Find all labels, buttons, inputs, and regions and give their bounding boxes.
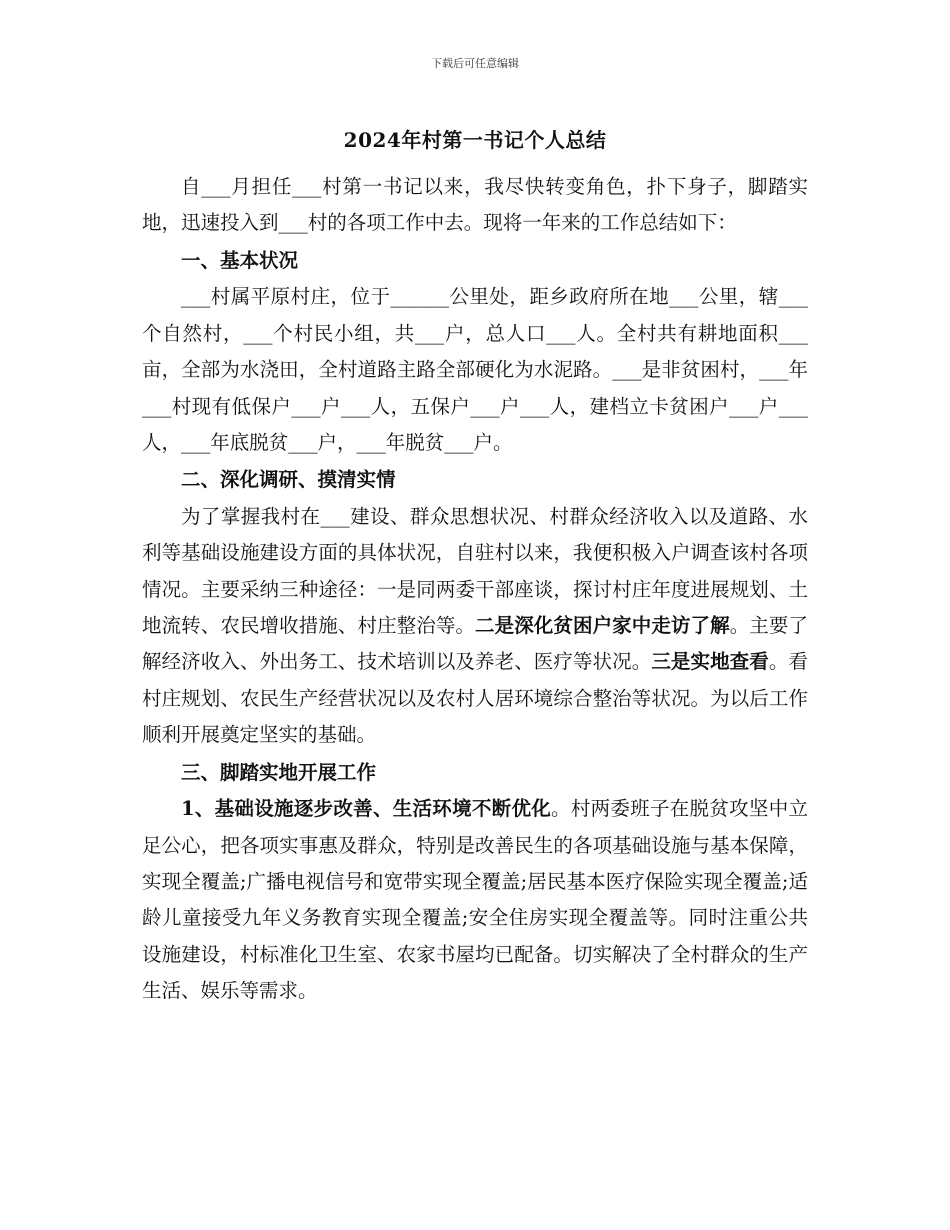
header-note: 下载后可任意编辑 bbox=[431, 57, 519, 70]
section-2-paragraph bbox=[142, 499, 808, 754]
section-2-text-b: 。主要了解经济收入、外出务工、技术培训以及养老、医疗等状况。 bbox=[142, 614, 808, 674]
section-3-item-1-bold: 1、基础设施逐步改善、生活环境不断优化 bbox=[181, 797, 552, 821]
section-2-heading: 二、深化调研、摸清实情 bbox=[181, 468, 396, 492]
section-1-heading: 一、基本状况 bbox=[181, 248, 299, 272]
section-3-item-1-text: 。村两委班子在脱贫攻坚中立足公心，把各项实事惠及群众，特别是改善民生的各项基础设施与基本保障，实现全覆盖;广播电视信号和宽带实现全覆盖;居民基本医疗保险实现全覆盖;适龄儿童接受九年义务教育实现全覆盖;安全住房实现全覆盖等。同时注重公共设施建设，村标准化卫生室、农家书屋均已配备。切实解决了全村群众的生产生活、娱乐等需求。 bbox=[142, 797, 808, 1003]
document-title: 2024年村第一书记个人总结 bbox=[343, 128, 607, 152]
section-2-bold-c: 三是实地查看 bbox=[651, 650, 769, 674]
section-2-text-a: 为了掌握我村在___建设、群众思想状况、村群众经济收入以及道路、水利等基础设施建设方面的具体状况，自驻村以来，我便积极入户调查该村各项情况。主要采纳三种途径：一是同两委干部座谈，探讨村庄年度进展规划、土地流转、农民增收措施、村庄整治等。 bbox=[142, 504, 808, 638]
section-1-paragraph: ___村属平原村庄，位于______公里处，距乡政府所在地___公里，辖___个自然村，___个村民小组，共___户，总人口___人。全村共有耕地面积___亩，全部为水浇田，全村道路主路全部硬化为水泥路。___是非贫困村，___年___村现有低保户___户___人，五保户___户___人，建档立卡贫困户___户___人，___年底脱贫___户，___年脱贫___户。 bbox=[142, 285, 808, 454]
section-3-item-1 bbox=[142, 791, 808, 1009]
section-2-bold-b: 二是深化贫困户家中走访了解 bbox=[475, 614, 730, 638]
document-body bbox=[142, 169, 808, 1010]
section-3-heading: 三、脚踏实地开展工作 bbox=[181, 760, 377, 784]
section-2-text-c: 。看村庄规划、农民生产经营状况以及农村人居环境综合整治等状况。为以后工作顺利开展奠定坚实的基础。 bbox=[142, 650, 808, 747]
intro-paragraph: 自___月担任___村第一书记以来，我尽快转变角色，扑下身子，脚踏实地，迅速投入到___村的各项工作中去。现将一年来的工作总结如下： bbox=[142, 175, 808, 235]
